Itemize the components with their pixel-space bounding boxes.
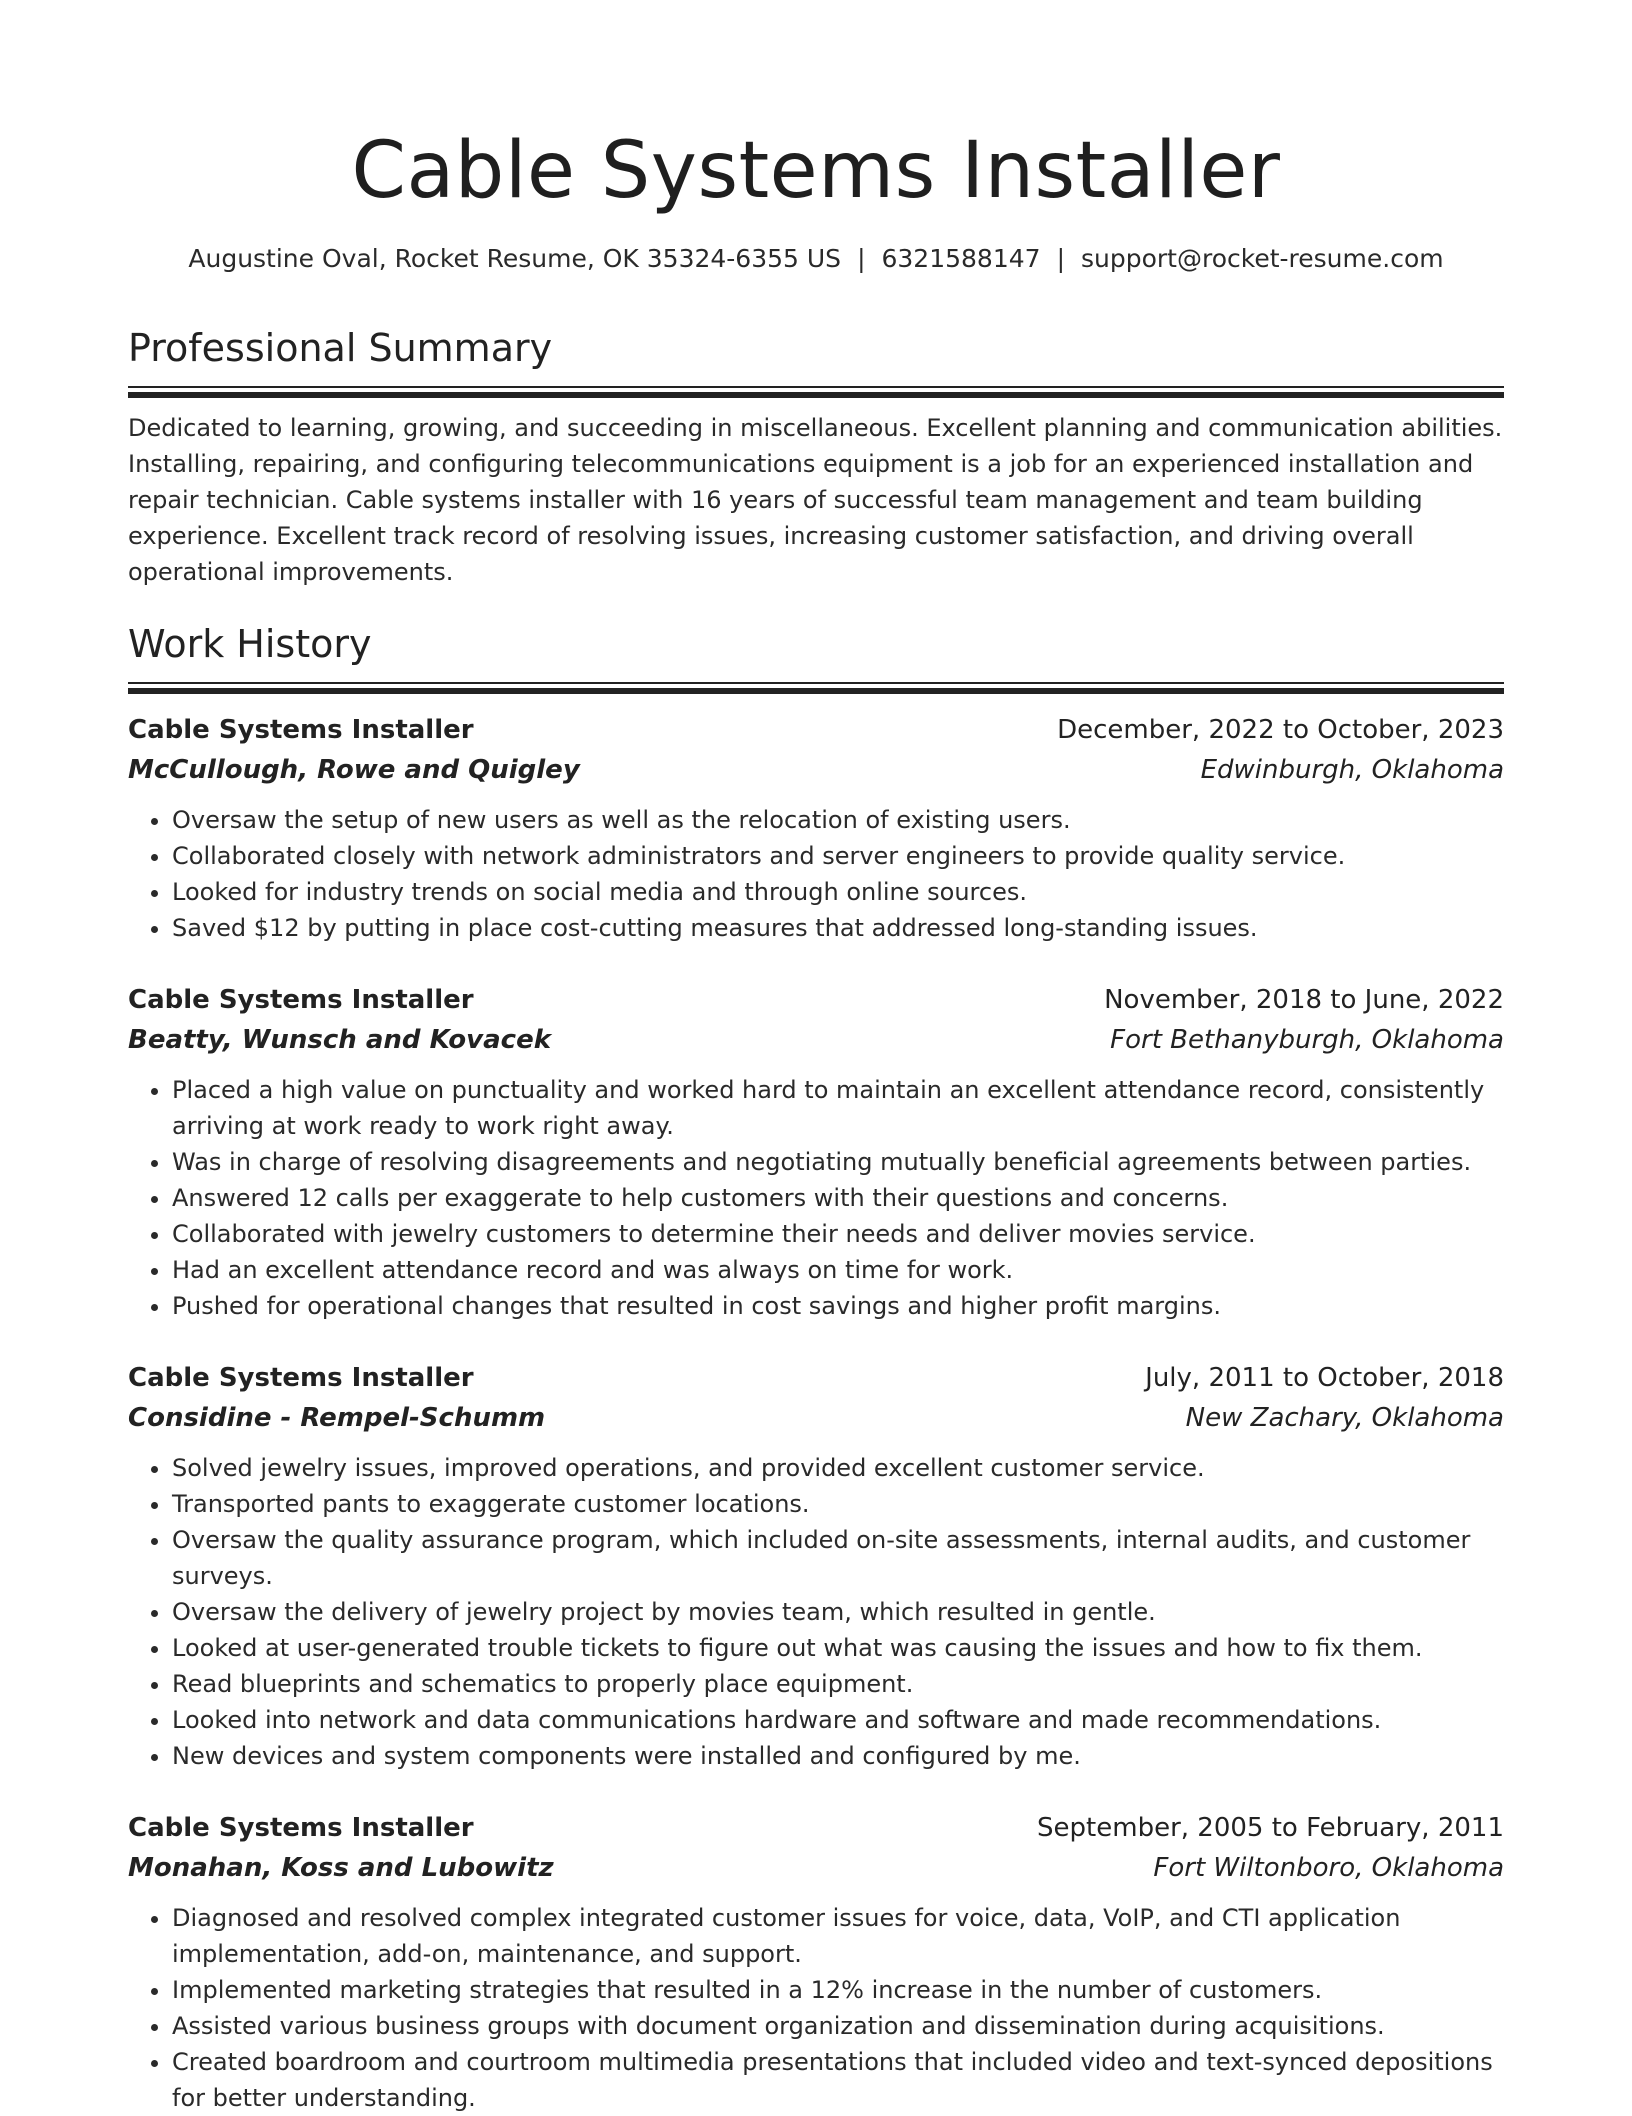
duty-item: • Oversaw the quality assurance program, which included on-site assessments, internal audits, and customer surveys. (172, 1522, 1504, 1594)
contact-separator: | (857, 244, 866, 273)
duty-item: • Created boardroom and courtroom multimedia presentations that included video and text-synced depositions for better understanding. (172, 2044, 1504, 2116)
duty-item: • Assisted various business groups with document organization and dissemination during acquisitions. (172, 2008, 1504, 2044)
job-dates: September, 2005 to February, 2011 (1037, 1813, 1504, 1843)
job-location: New Zachary, Oklahoma (1185, 1403, 1504, 1433)
job-company: McCullough, Rowe and Quigley (128, 755, 580, 785)
job-company: Beatty, Wunsch and Kovacek (128, 1025, 551, 1055)
duty-item: • New devices and system components were installed and configured by me. (172, 1738, 1504, 1774)
contact-line (128, 242, 1504, 276)
duty-item: • Implemented marketing strategies that resulted in a 12% increase in the number of customers. (172, 1972, 1504, 2008)
job-location: Edwinburgh, Oklahoma (1200, 755, 1504, 785)
job-location: Fort Wiltonboro, Oklahoma (1153, 1853, 1504, 1883)
duty-item: • Oversaw the delivery of jewelry project by movies team, which resulted in gentle. (172, 1594, 1504, 1630)
duty-item: • Oversaw the setup of new users as well as the relocation of existing users. (172, 802, 1504, 838)
job-entry (128, 1808, 1504, 2116)
job-entry (128, 710, 1504, 946)
job-entry (128, 980, 1504, 1324)
section-divider (128, 682, 1504, 694)
job-dates: November, 2018 to June, 2022 (1104, 985, 1504, 1015)
duty-item: • Looked at user-generated trouble tickets to figure out what was causing the issues and how to fix them. (172, 1630, 1504, 1666)
job-title: Cable Systems Installer (128, 1813, 474, 1843)
contact-email: support@rocket-resume.com (1081, 244, 1444, 273)
duty-item: • Saved $12 by putting in place cost-cutting measures that addressed long-standing issues. (172, 910, 1504, 946)
job-duties (128, 1072, 1504, 1324)
work-history-section (128, 620, 1504, 2116)
summary-heading: Professional Summary (128, 326, 553, 370)
duty-item: • Looked into network and data communications hardware and software and made recommendations. (172, 1702, 1504, 1738)
duty-item: • Looked for industry trends on social media and through online sources. (172, 874, 1504, 910)
duty-item: • Was in charge of resolving disagreements and negotiating mutually beneficial agreements between parties. (172, 1144, 1504, 1180)
job-location: Fort Bethanyburgh, Oklahoma (1110, 1025, 1504, 1055)
duty-item: • Pushed for operational changes that resulted in cost savings and higher profit margins. (172, 1288, 1504, 1324)
job-duties (128, 1900, 1504, 2116)
job-duties (128, 1450, 1504, 1774)
job-dates: December, 2022 to October, 2023 (1057, 715, 1504, 745)
work-history-heading: Work History (128, 622, 372, 666)
contact-address: Augustine Oval, Rocket Resume, OK 35324-6355 US (188, 244, 842, 273)
duty-item: • Placed a high value on punctuality and worked hard to maintain an excellent attendance record, consistently arriving at work ready to work right away. (172, 1072, 1504, 1144)
resume-page (128, 118, 1504, 2116)
duty-item: • Transported pants to exaggerate customer locations. (172, 1486, 1504, 1522)
summary-text: Dedicated to learning, growing, and succeeding in miscellaneous. Excellent planning and communication abilities. Installing, repairing, and configuring telecommunications equipment is a job for an experienced installation and repair technician. Cable systems installer with 16 years of successful team management and team building experience. Excellent track record of resolving issues, increasing customer satisfaction, and driving overall operational improvements. (128, 414, 1503, 586)
duty-item: • Solved jewelry issues, improved operations, and provided excellent customer service. (172, 1450, 1504, 1486)
job-company: Monahan, Koss and Lubowitz (128, 1853, 554, 1883)
duty-item: • Had an excellent attendance record and was always on time for work. (172, 1252, 1504, 1288)
contact-phone: 6321588147 (881, 244, 1041, 273)
resume-name: Cable Systems Installer (351, 126, 1281, 216)
duty-item: • Diagnosed and resolved complex integrated customer issues for voice, data, VoIP, and CTI application implementation, add-on, maintenance, and support. (172, 1900, 1504, 1972)
duty-item: • Read blueprints and schematics to properly place equipment. (172, 1666, 1504, 1702)
job-title: Cable Systems Installer (128, 715, 474, 745)
summary-section (128, 324, 1504, 590)
job-title: Cable Systems Installer (128, 1363, 474, 1393)
duty-item: • Answered 12 calls per exaggerate to help customers with their questions and concerns. (172, 1180, 1504, 1216)
duty-item: • Collaborated with jewelry customers to determine their needs and deliver movies service. (172, 1216, 1504, 1252)
section-divider (128, 386, 1504, 398)
contact-separator: | (1056, 244, 1065, 273)
job-title: Cable Systems Installer (128, 985, 474, 1015)
job-entry (128, 1358, 1504, 1774)
job-company: Considine - Rempel-Schumm (128, 1403, 546, 1433)
job-duties (128, 802, 1504, 946)
job-dates: July, 2011 to October, 2018 (1145, 1363, 1504, 1393)
duty-item: • Collaborated closely with network administrators and server engineers to provide quality service. (172, 838, 1504, 874)
